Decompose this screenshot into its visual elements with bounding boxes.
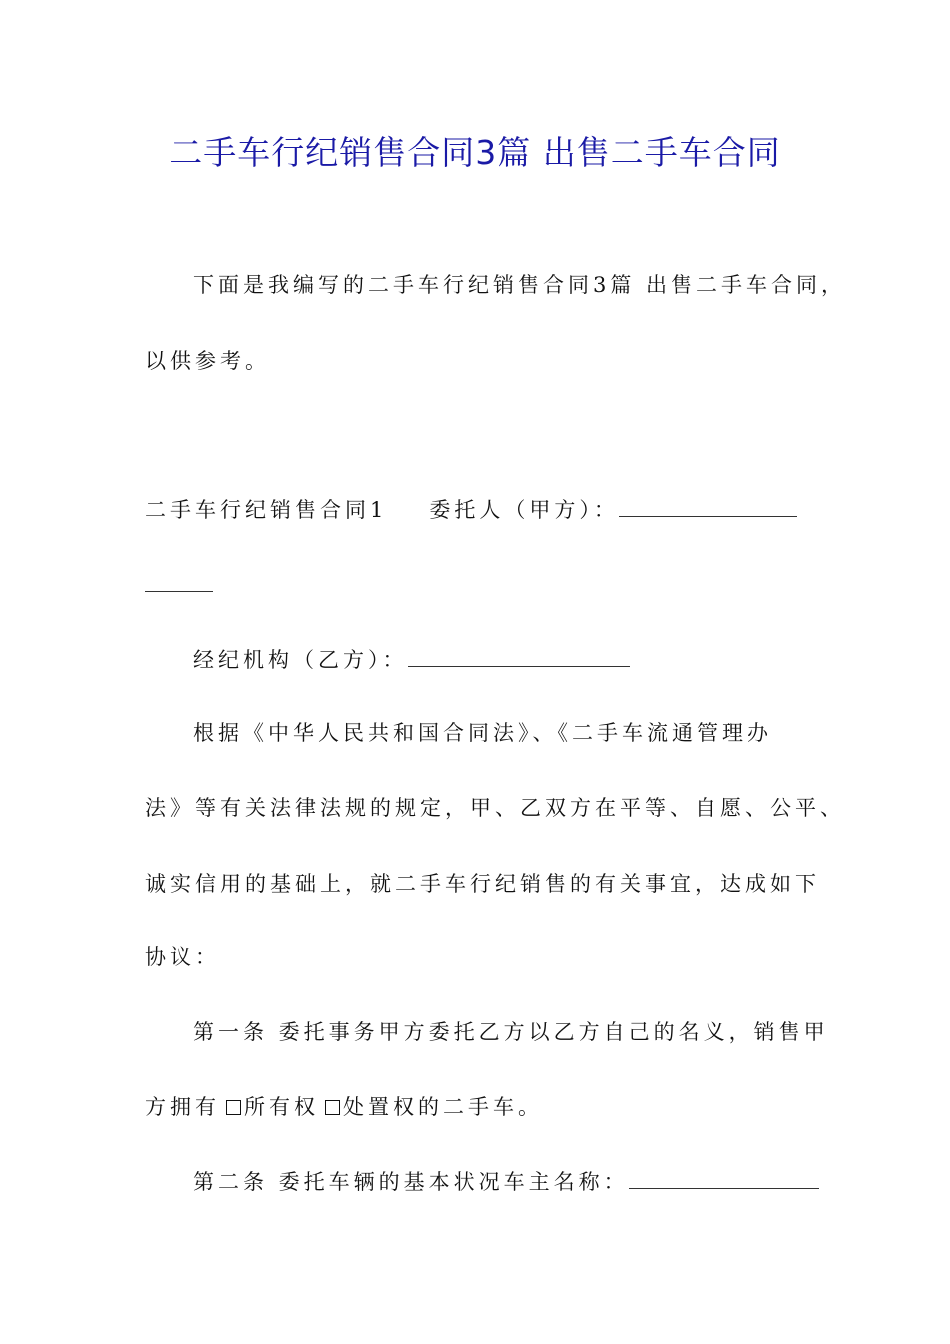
article2-line-1: 第二条 委托车辆的基本状况车主名称： — [193, 1170, 629, 1194]
para1-line-3: 诚实信用的基础上，就二手车行纪销售的有关事宜，达成如下 — [145, 872, 820, 896]
disposal-right-option-label: 处置权的二手车。 — [343, 1095, 543, 1119]
section-heading-row — [145, 495, 797, 525]
para1-line-1: 根据《中华人民共和国合同法》、《二手车流通管理办 — [193, 721, 772, 745]
ownership-option-label: 所有权 — [244, 1095, 319, 1119]
intro-line-1: 下面是我编写的二手车行纪销售合同3篇 出售二手车合同， — [193, 273, 847, 297]
article1-line-1: 第一条 委托事务甲方委托乙方以乙方自己的名义，销售甲 — [193, 1020, 829, 1044]
client-label: 委托人（甲方）： — [429, 498, 619, 522]
article1-prefix: 方拥有 — [145, 1095, 220, 1119]
document-title: 二手车行纪销售合同3篇 出售二手车合同 — [169, 133, 781, 172]
ownership-checkbox[interactable] — [226, 1100, 241, 1115]
para1-line-2: 法》等有关法律法规的规定，甲、乙双方在平等、自愿、公平、 — [145, 796, 845, 820]
client-name-blank-continued[interactable] — [145, 571, 213, 592]
client-name-blank-continued-row — [145, 570, 213, 600]
broker-row — [193, 645, 630, 675]
intro-line-2: 以供参考。 — [145, 349, 270, 373]
article1-options-row — [145, 1092, 543, 1122]
broker-name-blank[interactable] — [408, 646, 630, 667]
disposal-right-checkbox[interactable] — [325, 1100, 340, 1115]
owner-name-blank[interactable] — [629, 1168, 819, 1189]
para1-line-4: 协议： — [145, 945, 220, 969]
client-name-blank[interactable] — [619, 496, 797, 517]
article2-row — [193, 1167, 819, 1197]
broker-label: 经纪机构（乙方）： — [193, 648, 408, 672]
section1-heading: 二手车行纪销售合同1 — [145, 498, 388, 522]
